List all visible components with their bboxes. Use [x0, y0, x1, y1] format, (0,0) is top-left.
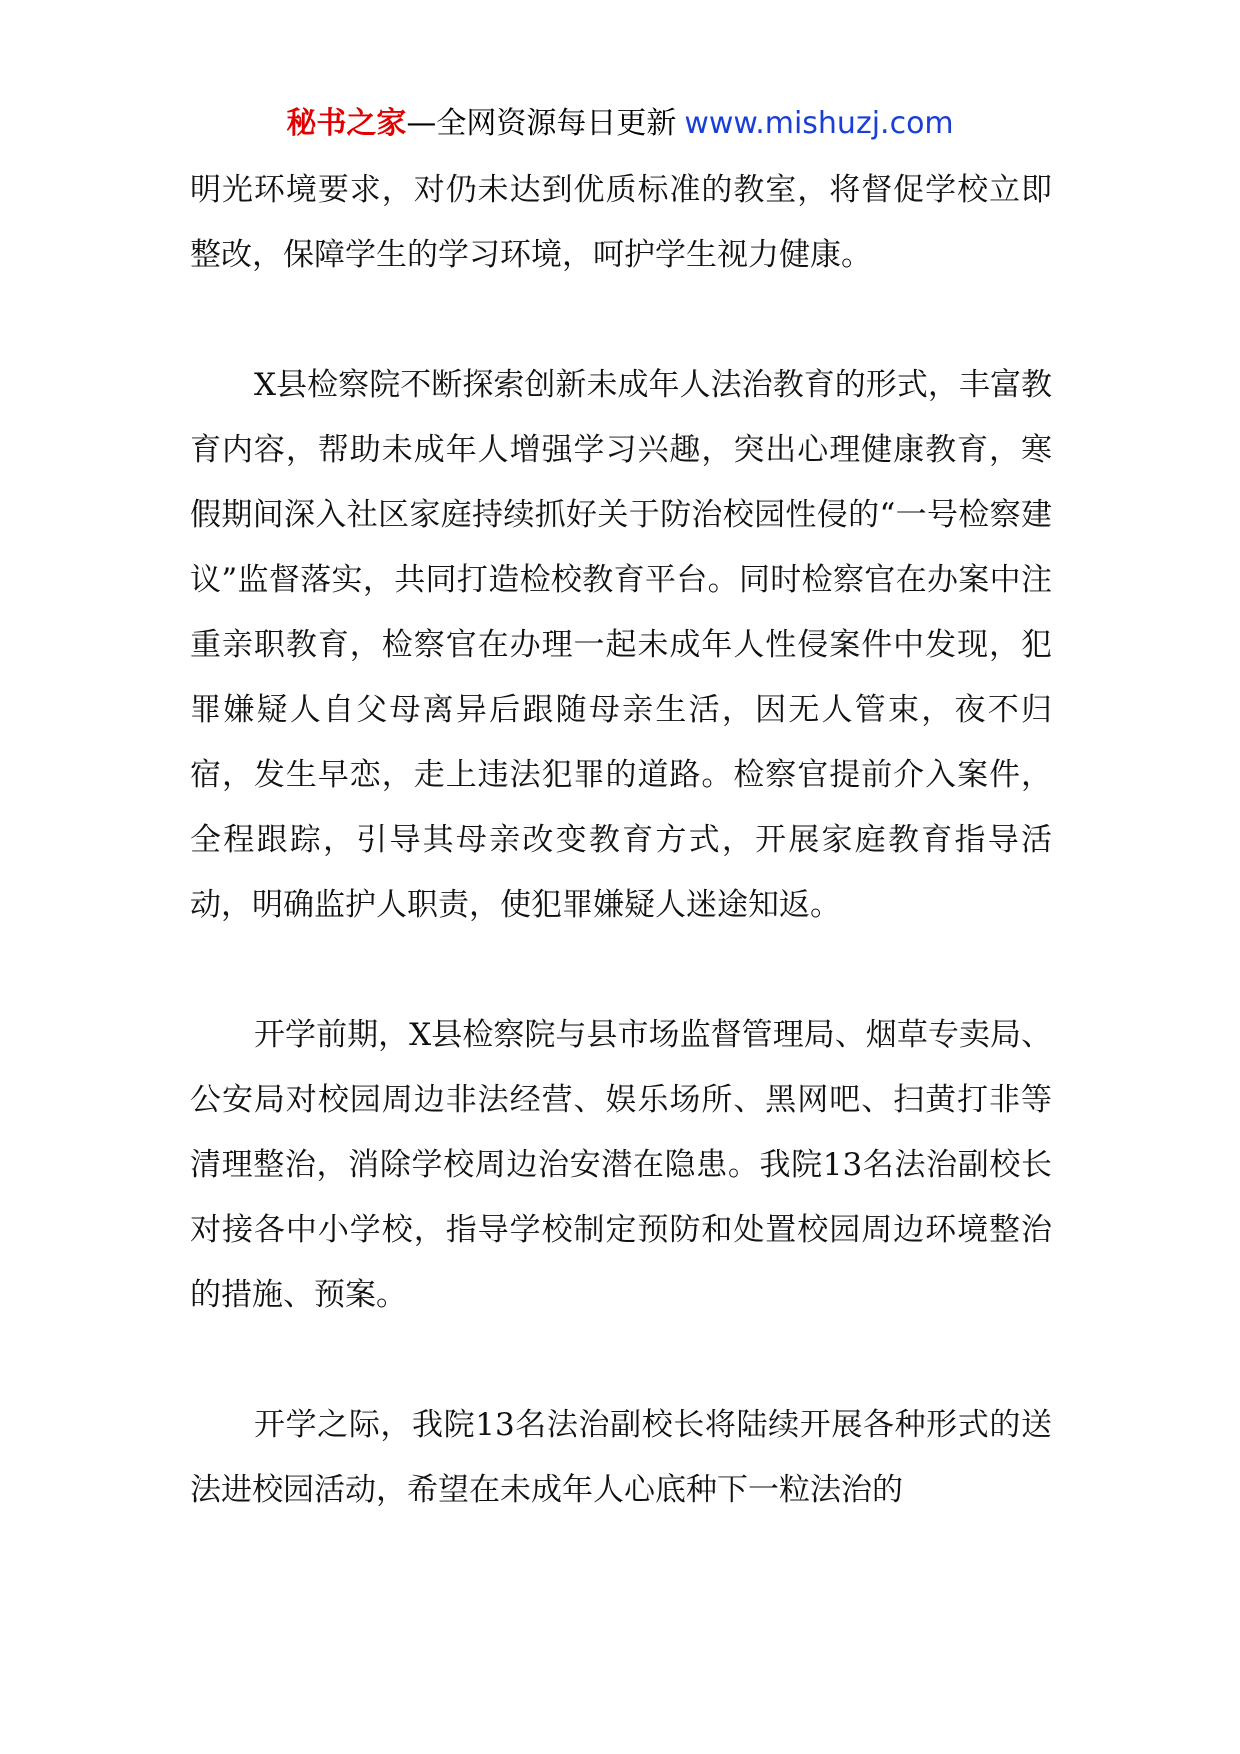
header-brand: 秘书之家 [286, 106, 407, 141]
paragraph: X县检察院不断探索创新未成年人法治教育的形式，丰富教育内容，帮助未成年人增强学习兴趣，突出心理健康教育，寒假期间深入社区家庭持续抓好关于防治校园性侵的“一号检察建议”监督落实，共同打造检校教育平台。同时检察官在办案中注重亲职教育，检察官在办理一起未成年人性侵案件中发现，犯罪嫌疑人自父母离异后跟随母亲生活，因无人管束，夜不归宿，发生早恋，走上违法犯罪的道路。检察官提前介入案件，全程跟踪，引导其母亲改变教育方式，开展家庭教育指导活动，明确监护人职责，使犯罪嫌疑人迷途知返。 [190, 367, 1052, 923]
paragraph-spacer [190, 288, 1052, 353]
header-tagline: —全网资源每日更新 [406, 106, 677, 141]
header-url-link[interactable]: www.mishuzj.com [684, 106, 954, 141]
paragraph-spacer [190, 938, 1052, 1003]
page-header [0, 104, 1240, 144]
paragraph-continued: 明光环境要求，对仍未达到优质标准的教室，将督促学校立即整改，保障学生的学习环境，呵护学生视力健康。 [190, 172, 1052, 273]
paragraph: 开学前期，X县检察院与县市场监督管理局、烟草专卖局、公安局对校园周边非法经营、娱乐场所、黑网吧、扫黄打非等清理整治，消除学校周边治安潜在隐患。我院13名法治副校长对接各中小学校，指导学校制定预防和处置校园周边环境整治的措施、预案。 [190, 1017, 1052, 1313]
paragraph: 开学之际，我院13名法治副校长将陆续开展各种形式的送法进校园活动，希望在未成年人心底种下一粒法治的 [190, 1407, 1052, 1508]
paragraph-spacer [190, 1328, 1052, 1393]
document-body [190, 158, 1052, 1523]
